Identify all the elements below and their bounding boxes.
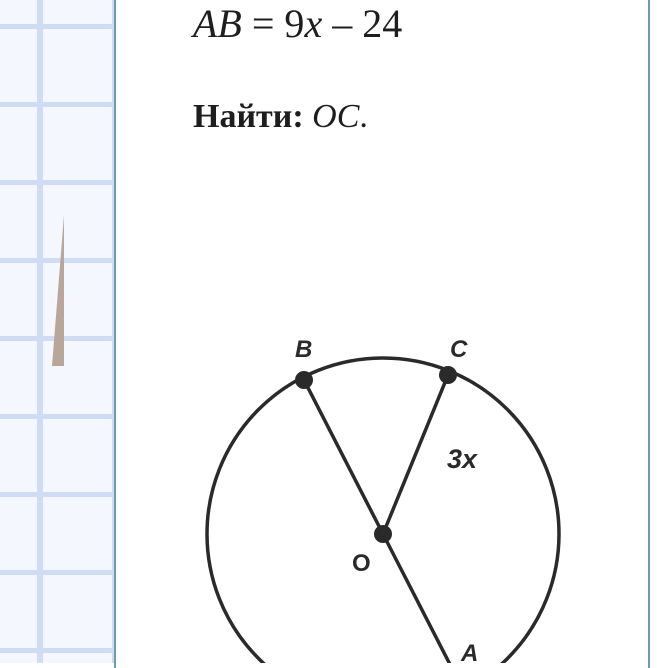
radius-oc xyxy=(383,375,448,534)
label-o: O xyxy=(352,550,371,577)
equation-variable: x xyxy=(304,1,323,46)
label-a: A xyxy=(461,640,479,663)
equation-rest: – 24 xyxy=(322,1,403,46)
find-target: OC xyxy=(312,98,360,135)
find-period: . xyxy=(359,98,368,135)
radius-ob xyxy=(304,380,383,534)
point-b-dot xyxy=(295,371,313,389)
find-label: Найти: xyxy=(193,98,304,135)
point-c-dot xyxy=(439,366,457,384)
arc-label-3x: 3x xyxy=(447,444,478,474)
radius-oa xyxy=(383,534,458,663)
label-c: C xyxy=(450,336,468,363)
label-b: B xyxy=(295,336,313,363)
circle xyxy=(207,358,559,663)
equation-equals: = 9 xyxy=(241,1,305,46)
point-o-dot xyxy=(374,525,392,543)
equation-lhs: AB xyxy=(193,1,242,46)
